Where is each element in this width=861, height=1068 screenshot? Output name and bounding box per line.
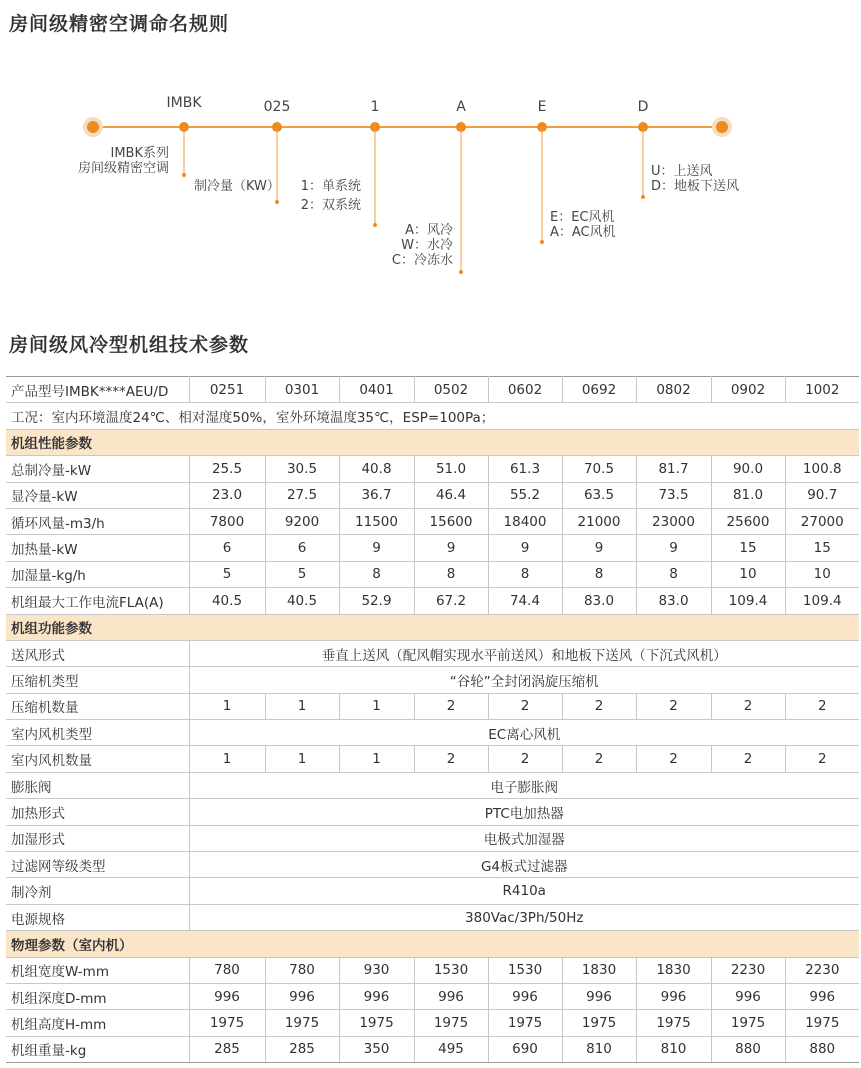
spec-row-value: 880 <box>711 1036 785 1062</box>
spec-row-value: 1530 <box>414 957 488 983</box>
spec-row-value: 2 <box>562 746 636 772</box>
spec-row-value: 27.5 <box>265 482 339 508</box>
model-header-row <box>6 377 859 403</box>
spec-table <box>6 376 859 1063</box>
spec-row-value: 996 <box>265 983 339 1009</box>
leader-end-capacity <box>275 200 279 204</box>
spec-row <box>6 878 859 904</box>
spec-row-value: 780 <box>189 957 265 983</box>
spec-row-value: 690 <box>488 1036 562 1062</box>
spec-row-value: 51.0 <box>414 456 488 482</box>
condition-text: 工况：室内环境温度24℃、相对湿度50%，室外环境温度35℃，ESP=100Pa； <box>6 403 859 429</box>
spec-row-label: 总制冷量-kW <box>6 456 189 482</box>
spec-row-value: 6 <box>265 535 339 561</box>
spec-row-value: 996 <box>785 983 859 1009</box>
spec-row-value: 810 <box>562 1036 636 1062</box>
spec-row-merged-value: 垂直上送风（配风帽实现水平前送风）和地板下送风（下沉式风机） <box>189 640 859 666</box>
spec-row-value: 83.0 <box>562 588 636 614</box>
spec-row-value: 10 <box>711 561 785 587</box>
spec-row-value: 2 <box>785 746 859 772</box>
spec-row-label: 加湿量-kg/h <box>6 561 189 587</box>
spec-row-value: 9 <box>488 535 562 561</box>
spec-row-value: 285 <box>265 1036 339 1062</box>
spec-row-value: 8 <box>488 561 562 587</box>
spec-row <box>6 746 859 772</box>
spec-row-value: 996 <box>339 983 414 1009</box>
spec-row <box>6 482 859 508</box>
spec-row <box>6 904 859 930</box>
system-line-1: 1：单系统 <box>300 179 361 194</box>
spec-row-value: 15 <box>785 535 859 561</box>
left-endcap <box>87 121 99 133</box>
spec-row-value: 1975 <box>339 1010 414 1036</box>
spec-row <box>6 667 859 693</box>
spec-row-value: 10 <box>785 561 859 587</box>
section-title: 机组功能参数 <box>6 614 859 640</box>
model-header-cell: 0251 <box>189 377 265 403</box>
spec-row <box>6 825 859 851</box>
spec-row-value: 81.0 <box>711 482 785 508</box>
spec-row-label: 机组重量-kg <box>6 1036 189 1062</box>
spec-row-value: 350 <box>339 1036 414 1062</box>
section-title: 机组性能参数 <box>6 429 859 455</box>
spec-row <box>6 720 859 746</box>
spec-row <box>6 588 859 614</box>
naming-diagram <box>0 80 861 280</box>
spec-row-value: 5 <box>265 561 339 587</box>
model-header-cell: 1002 <box>785 377 859 403</box>
spec-row-value: 1975 <box>488 1010 562 1036</box>
spec-row-value: 996 <box>488 983 562 1009</box>
spec-row-label: 送风形式 <box>6 640 189 666</box>
spec-row-value: 30.5 <box>265 456 339 482</box>
spec-row-value: 2 <box>562 693 636 719</box>
spec-row-value: 8 <box>636 561 711 587</box>
segment-airflow-code: D <box>637 99 649 115</box>
spec-row-value: 996 <box>189 983 265 1009</box>
spec-row-value: 1975 <box>636 1010 711 1036</box>
spec-row-label: 机组高度H-mm <box>6 1010 189 1036</box>
spec-row-label: 室内风机类型 <box>6 720 189 746</box>
spec-row-value: 1975 <box>189 1010 265 1036</box>
spec-table-title: 房间级风冷型机组技术参数 <box>9 334 250 356</box>
airflow-line-2: D：地板下送风 <box>651 179 740 194</box>
spec-row-value: 2 <box>488 746 562 772</box>
spec-row-label: 压缩机类型 <box>6 667 189 693</box>
spec-row <box>6 693 859 719</box>
segment-fan-code: E <box>537 99 547 115</box>
spec-row-value: 1 <box>189 746 265 772</box>
series-line-2: 房间级精密空调 <box>77 161 169 176</box>
spec-row-value: 7800 <box>189 508 265 534</box>
spec-row <box>6 799 859 825</box>
spec-row-value: 1 <box>339 693 414 719</box>
spec-row-value: 40.5 <box>189 588 265 614</box>
section-title: 物理参数（室内机） <box>6 931 859 957</box>
spec-row-label: 压缩机数量 <box>6 693 189 719</box>
cooling-description <box>392 223 453 268</box>
spec-row-value: 40.8 <box>339 456 414 482</box>
spec-row-label: 过滤网等级类型 <box>6 852 189 878</box>
spec-row-value: 90.7 <box>785 482 859 508</box>
model-header-cell: 0802 <box>636 377 711 403</box>
spec-row-value: 23.0 <box>189 482 265 508</box>
section-header-row <box>6 614 859 640</box>
leader-end-cooling <box>459 270 463 274</box>
spec-row-value: 8 <box>562 561 636 587</box>
spec-row <box>6 561 859 587</box>
section-header-row <box>6 931 859 957</box>
right-endcap <box>716 121 728 133</box>
spec-row-value: 1 <box>265 746 339 772</box>
spec-row-value: 61.3 <box>488 456 562 482</box>
spec-row <box>6 1036 859 1062</box>
spec-row-value: 6 <box>189 535 265 561</box>
model-header-cell: 0602 <box>488 377 562 403</box>
spec-row-value: 495 <box>414 1036 488 1062</box>
spec-row <box>6 1010 859 1036</box>
fan-description <box>550 210 616 240</box>
spec-row-merged-value: EC离心风机 <box>189 720 859 746</box>
spec-row-label: 机组最大工作电流FLA(A) <box>6 588 189 614</box>
spec-row-value: 2 <box>414 746 488 772</box>
spec-row-value: 996 <box>414 983 488 1009</box>
spec-row-value: 9 <box>414 535 488 561</box>
condition-row <box>6 403 859 429</box>
spec-row-merged-value: G4板式过滤器 <box>189 852 859 878</box>
spec-row-value: 46.4 <box>414 482 488 508</box>
spec-row-merged-value: PTC电加热器 <box>189 799 859 825</box>
cooling-line-2: W：水冷 <box>401 238 453 253</box>
spec-row-value: 8 <box>414 561 488 587</box>
spec-row-value: 1975 <box>265 1010 339 1036</box>
model-header-cell: 0502 <box>414 377 488 403</box>
capacity-description <box>194 179 280 194</box>
spec-row-value: 23000 <box>636 508 711 534</box>
section-header-row <box>6 429 859 455</box>
segment-capacity-code: 025 <box>263 99 291 115</box>
spec-row <box>6 983 859 1009</box>
spec-row-value: 70.5 <box>562 456 636 482</box>
spec-row-value: 27000 <box>785 508 859 534</box>
spec-row-value: 2 <box>785 693 859 719</box>
spec-row-value: 1 <box>189 693 265 719</box>
airflow-line-1: U：上送风 <box>651 164 713 179</box>
model-header-cell: 0902 <box>711 377 785 403</box>
spec-row-merged-value: 380Vac/3Ph/50Hz <box>189 904 859 930</box>
spec-row-label: 加热量-kW <box>6 535 189 561</box>
spec-row-value: 2 <box>711 746 785 772</box>
spec-row-value: 63.5 <box>562 482 636 508</box>
spec-row-value: 1975 <box>711 1010 785 1036</box>
segment-system-code: 1 <box>370 99 380 115</box>
spec-row-value: 18400 <box>488 508 562 534</box>
spec-row-value: 9 <box>636 535 711 561</box>
spec-row-value: 2 <box>636 746 711 772</box>
spec-row <box>6 852 859 878</box>
spec-row-value: 880 <box>785 1036 859 1062</box>
spec-row-value: 996 <box>562 983 636 1009</box>
model-header-cell: 0301 <box>265 377 339 403</box>
spec-row-value: 90.0 <box>711 456 785 482</box>
spec-row <box>6 772 859 798</box>
series-description <box>78 146 169 176</box>
spec-row-value: 109.4 <box>785 588 859 614</box>
spec-row-value: 36.7 <box>339 482 414 508</box>
spec-row-merged-value: R410a <box>189 878 859 904</box>
spec-row-value: 25.5 <box>189 456 265 482</box>
model-header-cell: 0692 <box>562 377 636 403</box>
cooling-line-1: A：风冷 <box>405 223 453 238</box>
leader-end-fan <box>540 240 544 244</box>
series-line-1: IMBK系列 <box>110 146 169 161</box>
spec-row-value: 2 <box>636 693 711 719</box>
leader-end-system <box>373 223 377 227</box>
spec-row-value: 9200 <box>265 508 339 534</box>
fan-line-1: E：EC风机 <box>550 210 615 225</box>
spec-row-value: 5 <box>189 561 265 587</box>
spec-row-label: 加湿形式 <box>6 825 189 851</box>
spec-row-merged-value: 电极式加湿器 <box>189 825 859 851</box>
spec-row-value: 67.2 <box>414 588 488 614</box>
model-header-cell: 0401 <box>339 377 414 403</box>
spec-row-value: 1975 <box>562 1010 636 1036</box>
spec-row-value: 100.8 <box>785 456 859 482</box>
spec-row <box>6 957 859 983</box>
system-line-2: 2：双系统 <box>300 198 361 213</box>
spec-row-value: 74.4 <box>488 588 562 614</box>
spec-row-value: 930 <box>339 957 414 983</box>
spec-row-merged-value: 电子膨胀阀 <box>189 772 859 798</box>
spec-row-value: 25600 <box>711 508 785 534</box>
spec-row-value: 1 <box>265 693 339 719</box>
spec-row-value: 1 <box>339 746 414 772</box>
spec-row-value: 780 <box>265 957 339 983</box>
spec-row-label: 机组宽度W-mm <box>6 957 189 983</box>
spec-row-value: 81.7 <box>636 456 711 482</box>
spec-row-value: 40.5 <box>265 588 339 614</box>
model-header-label: 产品型号IMBK****AEU/D <box>6 377 189 403</box>
spec-row-value: 1830 <box>636 957 711 983</box>
spec-row <box>6 456 859 482</box>
spec-row-value: 810 <box>636 1036 711 1062</box>
spec-row-value: 2 <box>711 693 785 719</box>
spec-row-value: 1975 <box>785 1010 859 1036</box>
spec-row-value: 2230 <box>711 957 785 983</box>
spec-row-value: 8 <box>339 561 414 587</box>
spec-row-value: 9 <box>562 535 636 561</box>
segment-series-code: IMBK <box>166 95 202 111</box>
segment-cooling-code: A <box>456 99 466 115</box>
spec-row-value: 55.2 <box>488 482 562 508</box>
spec-row-value: 996 <box>711 983 785 1009</box>
spec-row-value: 109.4 <box>711 588 785 614</box>
leader-end-airflow <box>641 195 645 199</box>
spec-row-value: 1975 <box>414 1010 488 1036</box>
spec-row <box>6 640 859 666</box>
spec-row-value: 83.0 <box>636 588 711 614</box>
leader-end-series <box>182 173 186 177</box>
spec-row-label: 制冷剂 <box>6 878 189 904</box>
spec-row-label: 机组深度D-mm <box>6 983 189 1009</box>
spec-row-value: 1530 <box>488 957 562 983</box>
spec-row-value: 21000 <box>562 508 636 534</box>
spec-row-value: 15 <box>711 535 785 561</box>
airflow-description <box>651 164 739 194</box>
spec-row-label: 膨胀阀 <box>6 772 189 798</box>
spec-row-value: 52.9 <box>339 588 414 614</box>
spec-table-body <box>6 377 859 1063</box>
naming-rule-title: 房间级精密空调命名规则 <box>9 13 230 35</box>
spec-row-label: 电源规格 <box>6 904 189 930</box>
spec-row-label: 循环风量-m3/h <box>6 508 189 534</box>
spec-row-value: 15600 <box>414 508 488 534</box>
spec-row-value: 996 <box>636 983 711 1009</box>
spec-row-value: 1830 <box>562 957 636 983</box>
spec-row-value: 2 <box>414 693 488 719</box>
fan-line-2: A：AC风机 <box>550 225 616 240</box>
capacity-line-1: 制冷量（KW） <box>194 179 280 194</box>
spec-row-label: 显冷量-kW <box>6 482 189 508</box>
spec-row <box>6 508 859 534</box>
spec-row-label: 加热形式 <box>6 799 189 825</box>
spec-row-value: 2 <box>488 693 562 719</box>
spec-row-label: 室内风机数量 <box>6 746 189 772</box>
spec-row-value: 11500 <box>339 508 414 534</box>
spec-row-value: 9 <box>339 535 414 561</box>
spec-row <box>6 535 859 561</box>
spec-row-value: 2230 <box>785 957 859 983</box>
spec-row-value: 73.5 <box>636 482 711 508</box>
spec-row-value: 285 <box>189 1036 265 1062</box>
spec-row-merged-value: “谷轮”全封闭涡旋压缩机 <box>189 667 859 693</box>
system-description <box>301 179 361 213</box>
cooling-line-3: C：冷冻水 <box>391 253 453 268</box>
